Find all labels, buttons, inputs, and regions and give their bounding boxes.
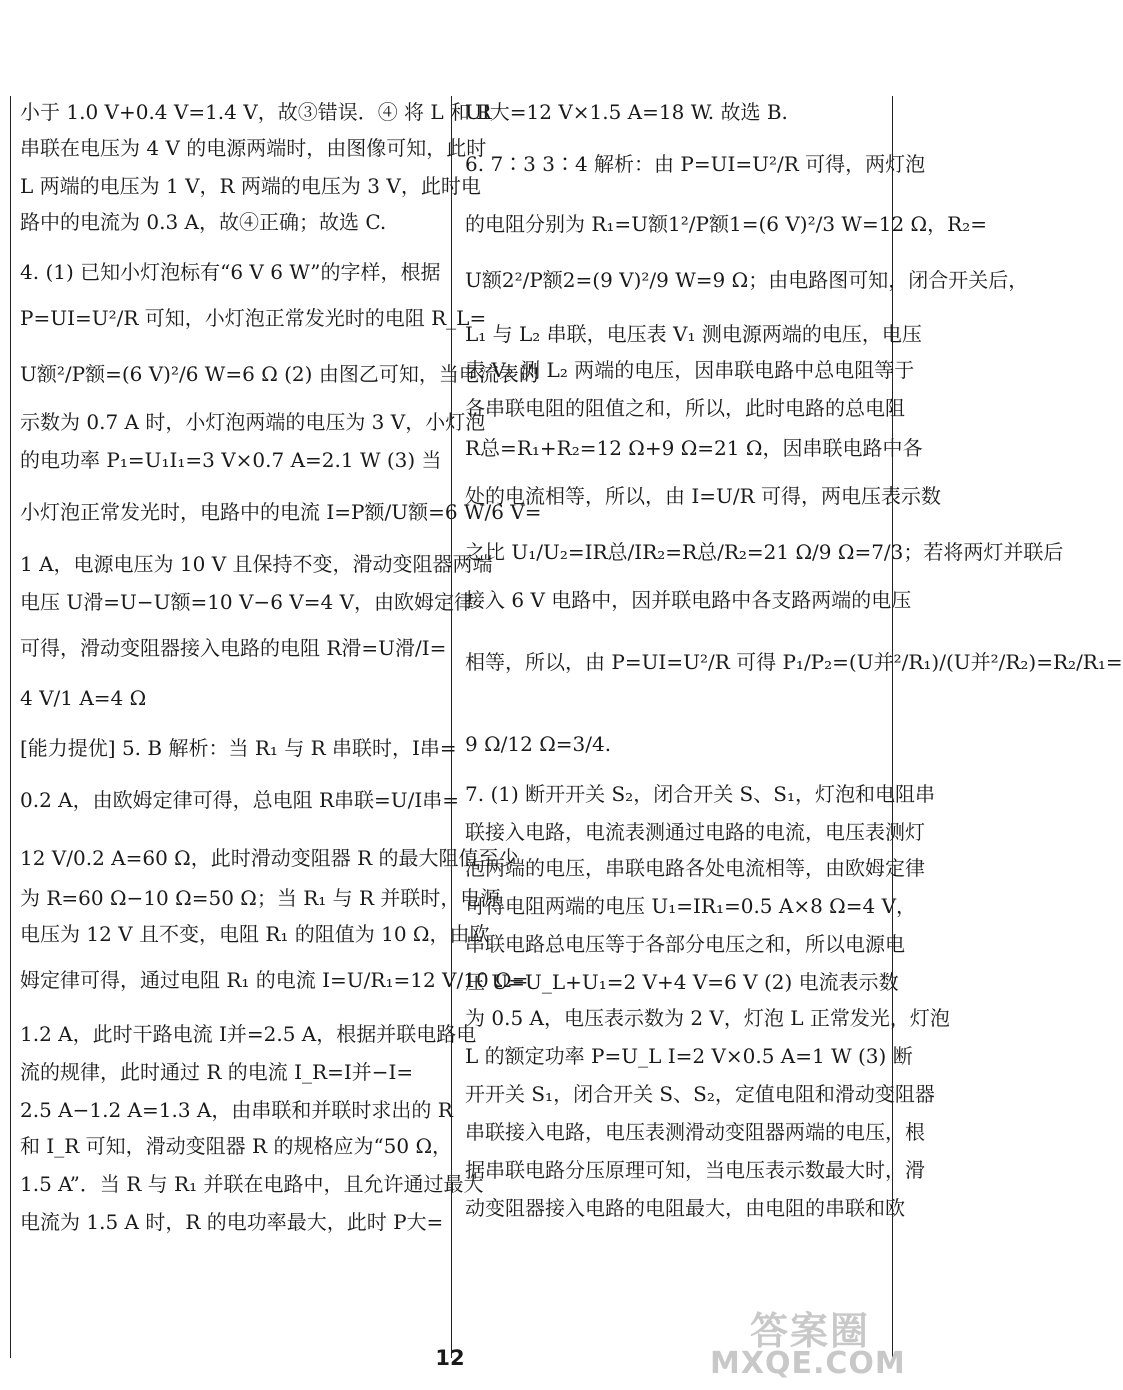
text-line: 姆定律可得，通过电阻 R₁ 的电流 I=U/R₁=12 V/10 Ω= <box>20 968 529 992</box>
text-line: 开开关 S₁，闭合开关 S、S₂，定值电阻和滑动变阻器 <box>465 1082 935 1106</box>
text-line: 7. (1) 断开开关 S₂，闭合开关 S、S₁，灯泡和电阻串 <box>465 782 935 806</box>
watermark-top: 答案圈 <box>750 1309 871 1353</box>
text-line: 小灯泡正常发光时，电路中的电流 I=P额/U额=6 W/6 V= <box>20 500 542 524</box>
text-line: 泡两端的电压，串联电路各处电流相等，由欧姆定律 <box>465 856 925 880</box>
text-line: 串联接入电路，电压表测滑动变阻器两端的电压，根 <box>465 1120 925 1144</box>
text-line: 为 R=60 Ω−10 Ω=50 Ω；当 R₁ 与 R 并联时，电源 <box>20 886 501 910</box>
text-line: 各串联电阻的阻值之和，所以，此时电路的总电阻 <box>465 396 905 420</box>
text-line: 压 U=U_L+U₁=2 V+4 V=6 V (2) 电流表示数 <box>465 970 899 994</box>
text-line: 12 V/0.2 A=60 Ω，此时滑动变阻器 R 的最大阻值至少 <box>20 846 519 870</box>
text-line: 表 V₂ 测 L₂ 两端的电压，因串联电路中总电阻等于 <box>465 358 915 382</box>
text-line: L 两端的电压为 1 V，R 两端的电压为 3 V，此时电 <box>20 174 481 198</box>
watermark-bottom: MXQE.COM <box>710 1346 906 1381</box>
text-line: 为 0.5 A，电压表示数为 2 V，灯泡 L 正常发光，灯泡 <box>465 1006 950 1030</box>
text-line: 串联电路总电压等于各部分电压之和，所以电源电 <box>465 932 905 956</box>
column-rule-middle <box>451 96 452 1358</box>
text-line: [能力提优] 5. B 解析：当 R₁ 与 R 串联时，I串= <box>20 736 457 760</box>
text-line: 流的规律，此时通过 R 的电流 I_R=I并−I= <box>20 1060 414 1084</box>
text-line: UI大=12 V×1.5 A=18 W. 故选 B. <box>465 100 788 124</box>
text-line: 处的电流相等，所以，由 I=U/R 可得，两电压表示数 <box>465 484 942 508</box>
text-line: 4. (1) 已知小灯泡标有“6 V 6 W”的字样，根据 <box>20 260 441 284</box>
text-line: 4 V/1 A=4 Ω <box>20 686 147 710</box>
text-line: 0.2 A，由欧姆定律可得，总电阻 R串联=U/I串= <box>20 788 460 812</box>
text-line: P=UI=U²/R 可知，小灯泡正常发光时的电阻 R_L= <box>20 306 487 330</box>
text-line: 相等，所以，由 P=UI=U²/R 可得 P₁/P₂=(U并²/R₁)/(U并²/R₂)=R₂/R₁= <box>465 650 1123 674</box>
text-line: U额2²/P额2=(9 V)²/9 W=9 Ω；由电路图可知，闭合开关后， <box>465 268 1029 292</box>
column-rule-left <box>10 96 11 1358</box>
text-line: 电压 U滑=U−U额=10 V−6 V=4 V，由欧姆定律 <box>20 590 475 614</box>
text-line: L₁ 与 L₂ 串联，电压表 V₁ 测电源两端的电压，电压 <box>465 322 922 346</box>
text-line: 接入 6 V 电路中，因并联电路中各支路两端的电压 <box>465 588 912 612</box>
text-line: 动变阻器接入电路的电阻最大，由电阻的串联和欧 <box>465 1196 905 1220</box>
page-number: 12 <box>435 1346 465 1370</box>
text-line: 的电阻分别为 R₁=U额1²/P额1=(6 V)²/3 W=12 Ω，R₂= <box>465 212 987 236</box>
text-line: 之比 U₁/U₂=IR总/IR₂=R总/R₂=21 Ω/9 Ω=7/3；若将两灯并联后 <box>465 540 1064 564</box>
watermark-logo <box>710 1298 906 1384</box>
text-line: 电流为 1.5 A 时，R 的电功率最大，此时 P大= <box>20 1210 444 1234</box>
text-line: 可得，滑动变阻器接入电路的电阻 R滑=U滑/I= <box>20 636 447 660</box>
text-line: U额²/P额=(6 V)²/6 W=6 Ω (2) 由图乙可知，当电流表的 <box>20 362 539 386</box>
text-line: R总=R₁+R₂=12 Ω+9 Ω=21 Ω，因串联电路中各 <box>465 436 923 460</box>
text-line: 据串联电路分压原理可知，当电压表示数最大时，滑 <box>465 1158 925 1182</box>
text-line: 1.5 A”．当 R 与 R₁ 并联在电路中，且允许通过最大 <box>20 1172 484 1196</box>
text-line: 串联在电压为 4 V 的电源两端时，由图像可知，此时 <box>20 136 487 160</box>
text-line: 小于 1.0 V+0.4 V=1.4 V，故③错误．④ 将 L 和 R <box>20 100 492 124</box>
text-line: 电压为 12 V 且不变，电阻 R₁ 的阻值为 10 Ω，由欧 <box>20 922 490 946</box>
text-line: 的电功率 P₁=U₁I₁=3 V×0.7 A=2.1 W (3) 当 <box>20 448 442 472</box>
text-line: 联接入电路，电流表测通过电路的电流，电压表测灯 <box>465 820 925 844</box>
text-line: 示数为 0.7 A 时，小灯泡两端的电压为 3 V，小灯泡 <box>20 410 486 434</box>
text-line: 可得电阻两端的电压 U₁=IR₁=0.5 A×8 Ω=4 V， <box>465 894 917 918</box>
text-line: 9 Ω/12 Ω=3/4. <box>465 732 612 756</box>
text-line: 和 I_R 可知，滑动变阻器 R 的规格应为“50 Ω， <box>20 1134 453 1158</box>
text-line: 6. 7∶3 3∶4 解析：由 P=UI=U²/R 可得，两灯泡 <box>465 152 926 176</box>
text-line: 2.5 A−1.2 A=1.3 A，由串联和并联时求出的 R <box>20 1098 453 1122</box>
text-line: L 的额定功率 P=U_L I=2 V×0.5 A=1 W (3) 断 <box>465 1044 913 1068</box>
text-line: 1 A，电源电压为 10 V 且保持不变，滑动变阻器两端 <box>20 552 493 576</box>
text-line: 路中的电流为 0.3 A，故④正确；故选 C. <box>20 210 387 234</box>
text-line: 1.2 A，此时干路电流 I并=2.5 A，根据并联电路电 <box>20 1022 477 1046</box>
